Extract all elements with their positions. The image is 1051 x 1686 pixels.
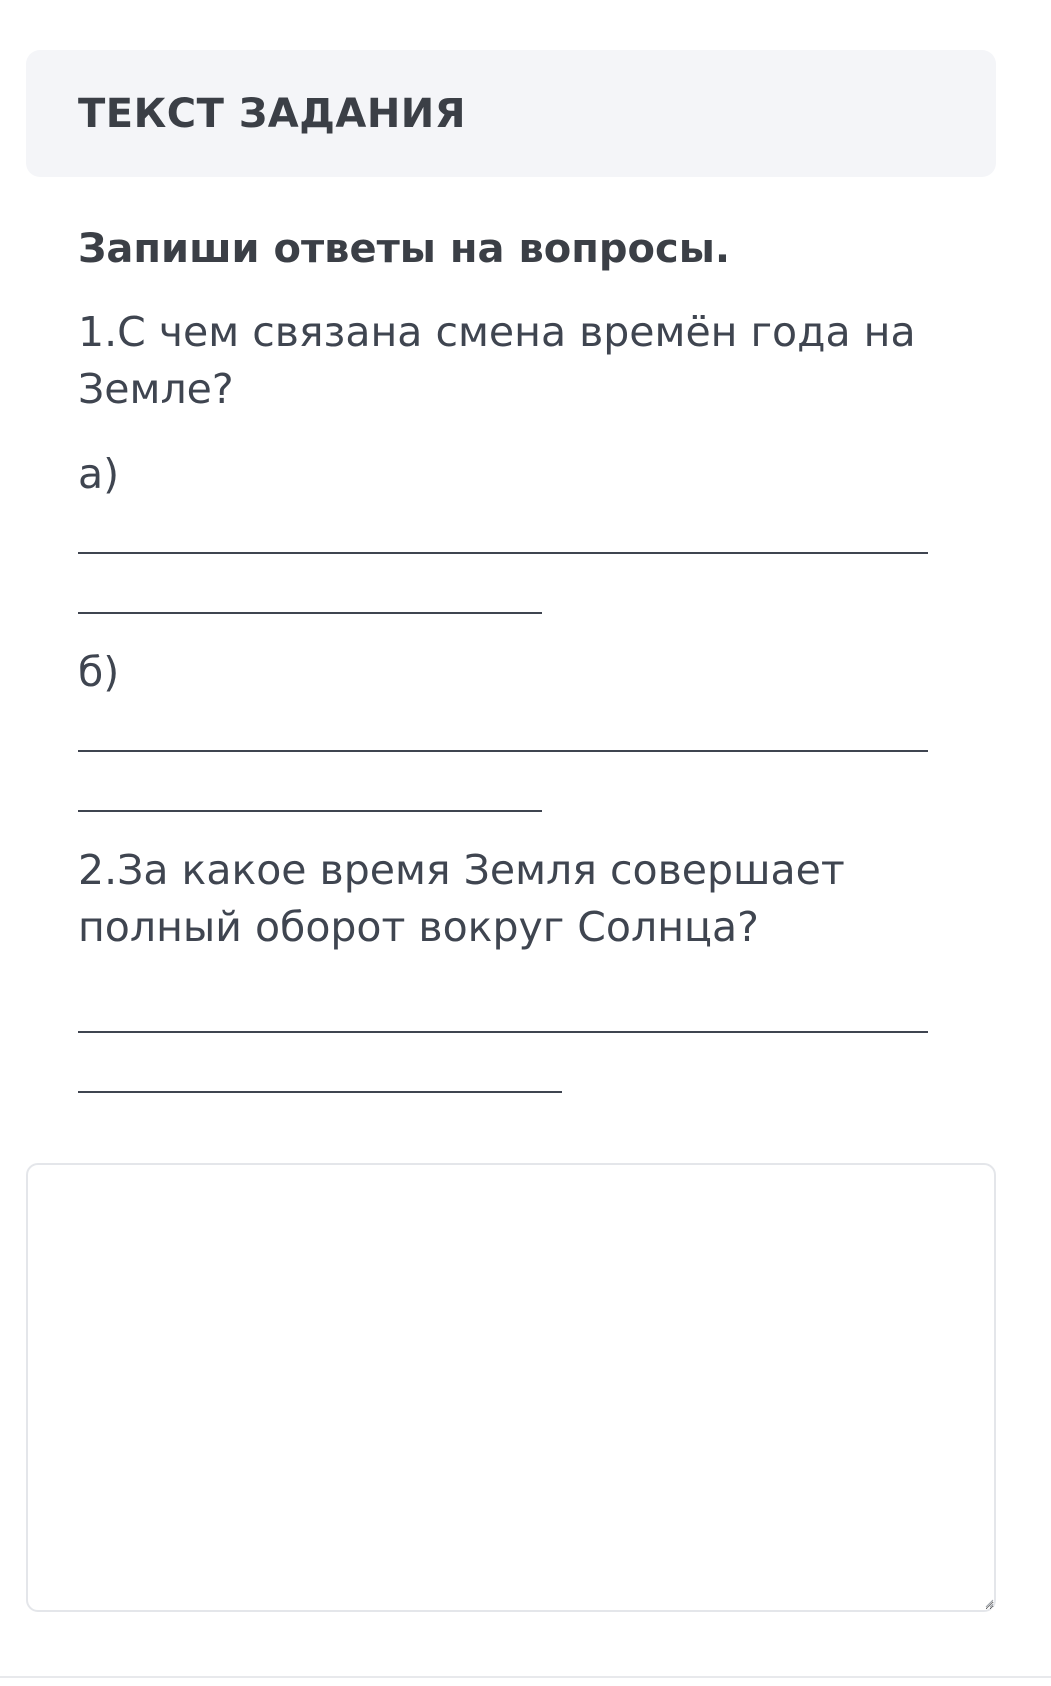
bottom-divider — [0, 1676, 1051, 1678]
answer-line-2-2 — [78, 1091, 562, 1093]
answer-label-b: б) — [78, 648, 120, 696]
task-text-header — [26, 50, 996, 177]
answer-label-a: а) — [78, 450, 120, 498]
answer-line-2-1 — [78, 1031, 928, 1033]
answer-line-a-2 — [78, 612, 542, 614]
question-1: 1.С чем связана смена времён года на Земле? — [78, 308, 916, 413]
answer-textarea[interactable] — [26, 1163, 996, 1612]
task-text-title: ТЕКСТ ЗАДАНИЯ — [78, 91, 467, 137]
answer-line-a-1 — [78, 552, 928, 554]
answer-line-b-2 — [78, 810, 542, 812]
task-body — [78, 220, 958, 278]
task-instruction: Запиши ответы на вопросы. — [78, 226, 731, 272]
resize-handle-icon[interactable] — [984, 1598, 994, 1608]
question-2: 2.За какое время Земля совершает полный оборот вокруг Солнца? — [78, 846, 845, 951]
answer-line-b-1 — [78, 750, 928, 752]
